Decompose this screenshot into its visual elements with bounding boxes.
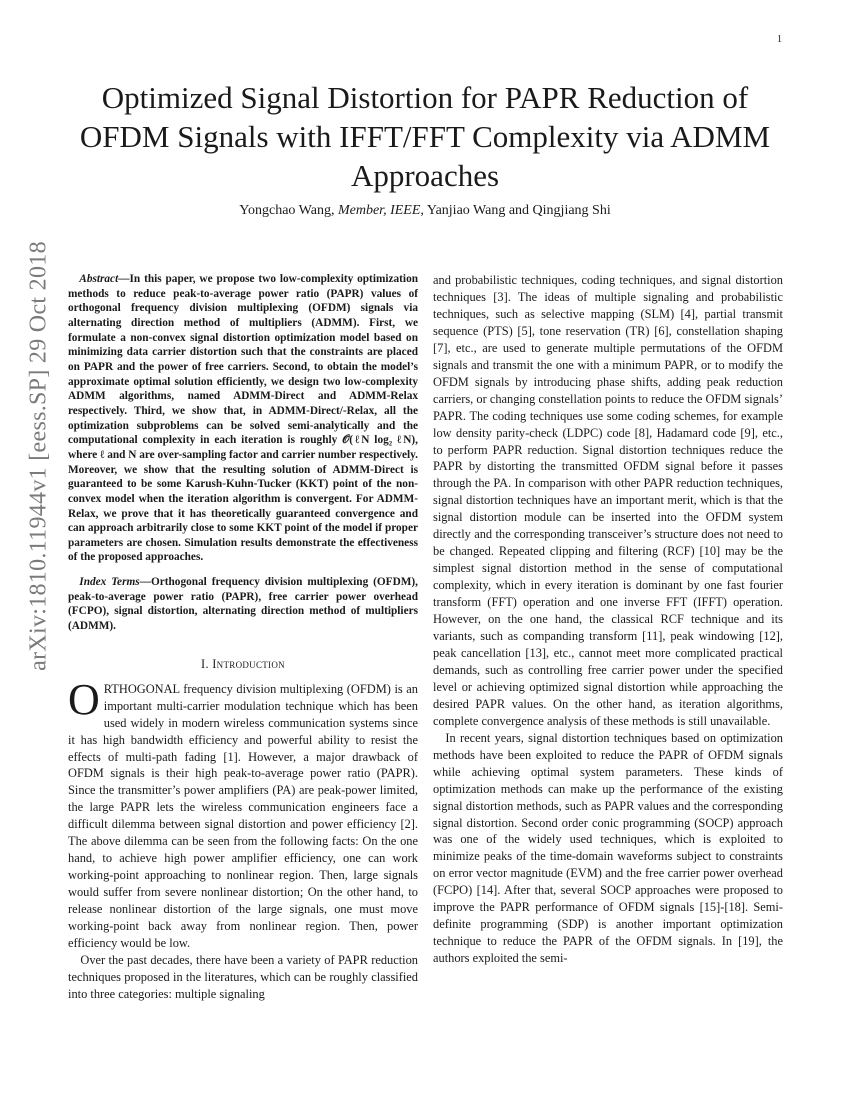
right-paragraph-1: and probabilistic techniques, coding techniques, and signal distortion techniques [3]. The ideas of multiple signaling and probabilistic techniques, such as selective mapping (SLM) [4], partial transmit sequence (PTS) [5], tone reservation (TR) [6], constellation shaping [7], etc., are used to generate multiple permutations of the OFDM signals and transmit the one with a minimum PAPR, or to modify the OFDM signals by introducing phase shifts, adding peak reduction carriers, or changing constellation points to reduce the OFDM signals’ PAPR. The coding techniques use some coding schemes, for example low density parity-check (LDPC) code [8], Hadamard code [9], etc., to perform PAPR reduction. Signal distortion techniques reduce the PAPR by distorting the transmitted OFDM signal before it passes through the PA. In comparison with other PAPR reduction techniques, signal distortion techniques have an important merit, which is that the signal distortion module can be inserted into the OFDM system directly and the corresponding transceiver’s structure does not need to be changed. Repeated clipping and filtering (RCF) [10] may be the simplest signal distortion method in the sense of computational complexity, which in every iteration is dominant by one fast fourier transform (FFT) operation and one inverse FFT (IFFT) operation. However, on the one hand, the classical RCF technique and its variants, such as companding transform [11], peak windowing [12], peak cancellation [13], etc., cannot meet more complicated practical demands, such as controlling free carrier power under the specified level or achieving optimized signal distortion while approaching the desired PAPR values. On the other hand, as iteration algorithms, complete convergence analysis of these methods is still unavailable. <box>433 273 783 728</box>
page-number: 1 <box>777 34 782 45</box>
abstract <box>68 272 418 565</box>
author-coauthors: , Yanjiao Wang and Qingjiang Shi <box>420 203 611 218</box>
intro-paragraph-2: Over the past decades, there have been a variety of PAPR reduction techniques proposed in the literatures, which can be roughly classified into three categories: multiple signaling <box>68 952 418 1001</box>
section-heading-introduction: I. Introduction <box>201 656 285 671</box>
index-terms <box>68 575 418 634</box>
index-terms-text: —Orthogonal frequency division multiplexing (OFDM), peak-to-average power ratio (PAPR), free carrier power overhead (FCPO), signal distortion, alternating direction method of multipliers (ADMM). <box>68 576 418 633</box>
intro-paragraph-1 <box>68 674 418 952</box>
right-paragraph-2: In recent years, signal distortion techniques based on optimization methods have been exploited to reduce the PAPR of OFDM signals while achieving optimal system parameters. These kinds of optimization methods can make up the performance of the existing signal distortion methods, such as PAPR values and the corresponding signal distortion. Second order conic programming (SOCP) approach was one of the widely used techniques, which is exploited to minimize peaks of the time-domain waveforms subject to constraints on error vector magnitude (EVM) and the free carrier power overhead (FCPO) [14]. After that, several SOCP approaches were proposed to improve the PAPR performance of OFDM signals [15]-[18]. Semi-definite programming (SDP) is another important optimization technique to reduce the PAPR of the OFDM signals. In [19], the authors exploited the semi- <box>433 730 783 966</box>
arxiv-identifier-stamp: arXiv:1810.11944v1 [eess.SP] 29 Oct 2018 <box>25 241 52 671</box>
abstract-label: Abstract <box>79 273 119 285</box>
right-column <box>433 272 783 967</box>
author-primary: Yongchao Wang, <box>239 203 338 218</box>
abstract-text: —In this paper, we propose two low-complexity optimization methods to reduce peak-to-average power ratio (PAPR) values of orthogonal frequency division multiplexing (OFDM) signals via alternating direction method of multipliers (ADMM). First, we formulate a non-convex signal distortion optimization model based on minimizing data carrier distortion such that the constraints are placed on PAPR and the power of free carriers. Second, to obtain the model’s approximate optimal solution efficiently, we design two low-complexity ADMM algorithms, named ADMM-Direct and ADMM-Relax respectively. Third, we show that, in ADMM-Direct/-Relax, all the optimization subproblems can be solved semi-analytically and the computational complexity in each iteration is roughly 𝒪(ℓN log₂ ℓN), where ℓ and N are over-sampling factor and carrier number respectively. Moreover, we show that the resulting solution of ADMM-Direct is guaranteed to be some Karush-Kuhn-Tucker (KKT) point of the non-convex model when the iteration algorithm is convergent. For ADMM-Relax, we prove that it has theoretically guaranteed convergence and can approach arbitrarily close to some KKT point of the model if proper parameters are chosen. Simulation results demonstrate the effectiveness of the proposed approaches. <box>68 273 418 564</box>
author-membership: Member, IEEE <box>337 203 421 218</box>
author-line <box>60 203 790 219</box>
index-terms-label: Index Terms <box>79 576 140 589</box>
drop-cap: O <box>68 674 100 724</box>
left-column <box>68 272 418 1003</box>
intro-paragraph-1-text: RTHOGONAL frequency division multiplexing (OFDM) is an important multi-carrier modulation technique which has been used widely in modern wireless communication systems since it has high bandwidth efficiency and powerful ability to resist the effects of multi-path fading [1]. However, a major drawback of OFDM signals is their high peak-to-average power ratio (PAPR). Since the transmitter’s power amplifiers (PA) are peak-power limited, the large PAPR lets the wireless communication engineers face a difficult dilemma between signal distortion and power efficiency [2]. The above dilemma can be seen from the following facts: On the one hand, to achieve high power amplifier efficiency, one can work working-point approaching to nonlinear region. Then, large signals would suffer from severe nonlinear distortion; On the other hand, to release nonlinear distortion of the large signals, one must move working-point back away from nonlinear region. Then, power efficiency would be low. <box>68 681 418 950</box>
paper-title: Optimized Signal Distortion for PAPR Reduction of OFDM Signals with IFFT/FFT Complexity via ADMM Approaches <box>79 80 771 193</box>
